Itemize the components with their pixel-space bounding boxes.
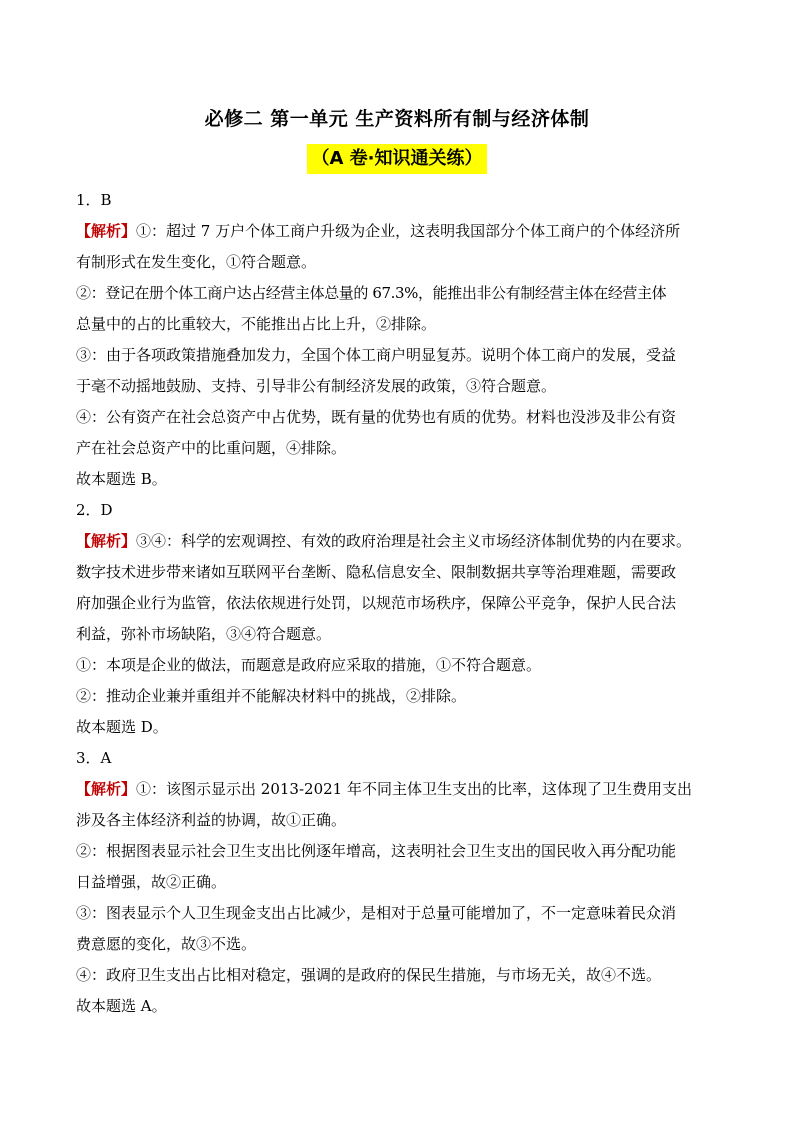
q1-line-6: 于毫不动摇地鼓励、支持、引导非公有制经济发展的政策，③符合题意。 (76, 377, 557, 395)
q2-line-2: 数字技术进步带来诸如互联网平台垄断、隐私信息安全、限制数据共享等治理难题，需要政 (76, 563, 677, 581)
analysis-tag: 【解析】 (76, 532, 137, 550)
q1-line-7: ④：公有资产在社会总资产中占优势，既有量的优势也有质的优势。材料也没涉及非公有资 (76, 408, 677, 426)
q1-line-2: 有制形式在发生变化，①符合题意。 (76, 253, 317, 271)
q3-line-2: 涉及各主体经济利益的协调，故①正确。 (76, 811, 347, 829)
q3-line-text: ①：该图示显示出 2013-2021 年不同主体卫生支出的比率，这体现了卫生费用支出 (136, 780, 692, 798)
analysis-tag: 【解析】 (76, 780, 137, 798)
q2-line-6: ②：推动企业兼并重组并不能解决材料中的挑战，②排除。 (76, 687, 467, 705)
q3-line-6: 费意愿的变化，故③不选。 (76, 935, 257, 953)
q1-line-1 (76, 216, 721, 247)
q2-conclusion: 故本题选 D。 (76, 718, 168, 736)
q3-line-4: 日益增强，故②正确。 (76, 873, 227, 891)
q3-line-7: ④：政府卫生支出占比相对稳定，强调的是政府的保民生措施，与市场无关，故④不选。 (76, 966, 662, 984)
q3-line-1 (76, 774, 721, 805)
q2-line-4: 利益，弥补市场缺陷，③④符合题意。 (76, 625, 332, 643)
question-3-answer: 3．A (76, 749, 112, 767)
q2-line-5: ①：本项是企业的做法，而题意是政府应采取的措施，①不符合题意。 (76, 656, 542, 674)
q1-line-8: 产在社会总资产中的比重问题，④排除。 (76, 439, 347, 457)
question-1-answer: 1．B (76, 191, 112, 209)
q3-conclusion: 故本题选 A。 (76, 997, 167, 1015)
q2-line-text: ③④：科学的宏观调控、有效的政府治理是社会主义市场经济体制优势的内在要求。 (136, 532, 692, 550)
answer-content (76, 185, 721, 1022)
subtitle-wrap (0, 144, 794, 174)
q1-line-5: ③：由于各项政策措施叠加发力，全国个体工商户明显复苏。说明个体工商户的发展，受益 (76, 346, 677, 364)
q1-line-3: ②：登记在册个体工商户达占经营主体总量的 67.3%，能推出非公有制经营主体在经营主体 (76, 284, 667, 302)
question-2-answer: 2．D (76, 501, 113, 519)
q3-line-3: ②：根据图表显示社会卫生支出比例逐年增高，这表明社会卫生支出的国民收入再分配功能 (76, 842, 677, 860)
q2-line-1 (76, 526, 721, 557)
page-subtitle-highlight: （A 卷·知识通关练） (307, 144, 486, 174)
q3-line-5: ③：图表显示个人卫生现金支出占比减少，是相对于总量可能增加了，不一定意味着民众消 (76, 904, 677, 922)
analysis-tag: 【解析】 (76, 222, 137, 240)
page-title: 必修二 第一单元 生产资料所有制与经济体制 (204, 108, 590, 130)
q2-line-3: 府加强企业行为监管，依法依规进行处罚，以规范市场秩序，保障公平竞争，保护人民合法 (76, 594, 677, 612)
q1-conclusion: 故本题选 B。 (76, 470, 167, 488)
q1-line-4: 总量中的占的比重较大，不能推出占比上升，②排除。 (76, 315, 437, 333)
q1-line-text: ①：超过 7 万户个体工商户升级为企业，这表明我国部分个体工商户的个体经济所 (136, 222, 681, 240)
